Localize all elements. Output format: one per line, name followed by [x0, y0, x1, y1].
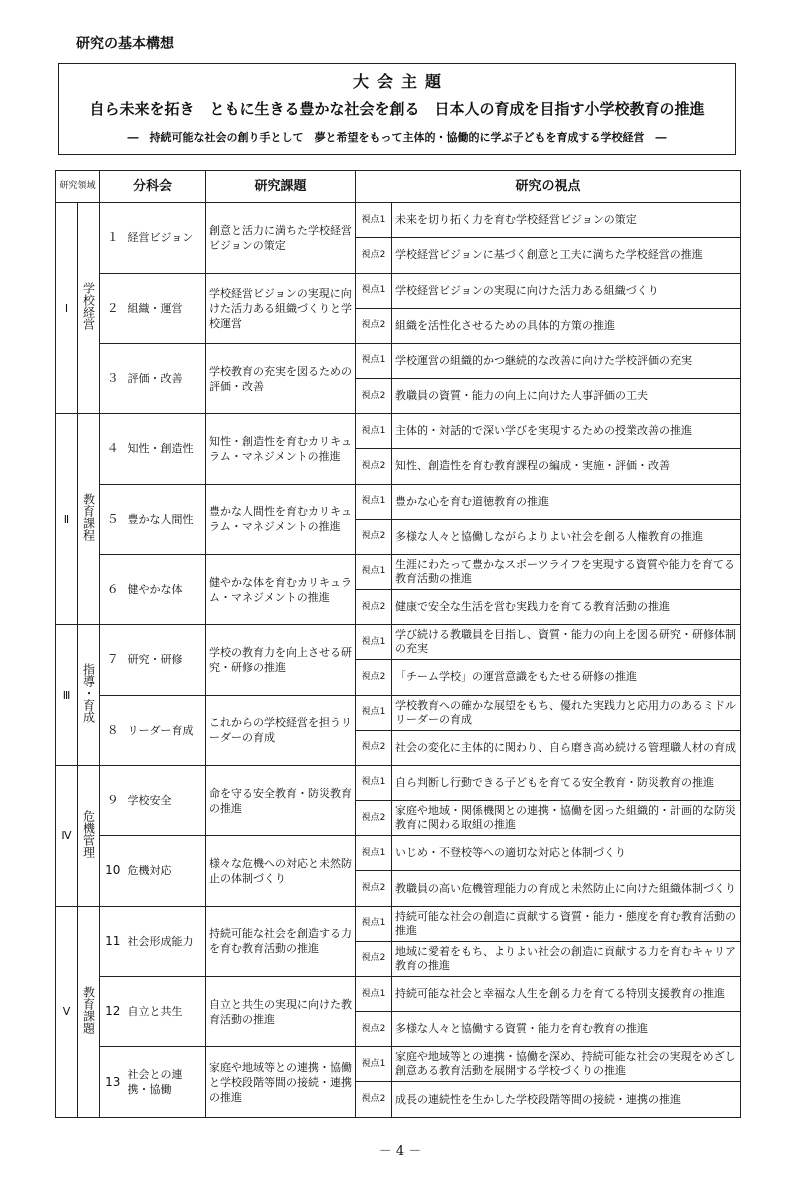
branch-number: ６ — [100, 554, 126, 624]
domain-name-text: 教育課程 — [81, 493, 96, 542]
viewpoint-text: 未来を切り拓く力を育む学校経営ビジョンの策定 — [392, 203, 741, 238]
research-task: 命を守る安全教育・防災教育の推進 — [206, 765, 356, 835]
viewpoint-label: 視点2 — [356, 379, 392, 414]
domain-name-text: 危機管理 — [81, 809, 96, 858]
table-header-row — [56, 171, 741, 203]
viewpoint-label: 視点2 — [356, 730, 392, 765]
branch-name: 豊かな人間性 — [126, 484, 206, 554]
viewpoint-label: 視点2 — [356, 449, 392, 484]
branch-name: 危機対応 — [126, 836, 206, 906]
table-row — [56, 976, 741, 1011]
viewpoint-text: 多様な人々と協働する資質・能力を育む教育の推進 — [392, 1012, 741, 1047]
branch-number: 12 — [100, 976, 126, 1046]
research-task: 豊かな人間性を育むカリキュラム・マネジメントの推進 — [206, 484, 356, 554]
viewpoint-label: 視点1 — [356, 1047, 392, 1082]
theme-subtitle: ― 持続可能な社会の創り手として 夢と希望をもって主体的・協働的に学ぶ子どもを育成する学校経営 ― — [127, 131, 667, 144]
viewpoint-text: 持続可能な社会の創造に貢献する資質・能力・態度を育む教育活動の推進 — [392, 906, 741, 941]
research-task: 家庭や地域等との連携・協働と学校段階等間の接続・連携の推進 — [206, 1047, 356, 1118]
domain-roman: Ⅱ — [56, 414, 78, 625]
table-row — [56, 906, 741, 941]
domain-roman: Ⅳ — [56, 765, 78, 906]
domain-name-text: 学校経営 — [81, 282, 96, 331]
viewpoint-label: 視点2 — [356, 660, 392, 695]
viewpoint-label: 視点2 — [356, 590, 392, 625]
viewpoint-text: 多様な人々と協働しながらよりよい社会を創る人権教育の推進 — [392, 519, 741, 554]
viewpoint-text: いじめ・不登校等への適切な対応と体制づくり — [392, 836, 741, 871]
viewpoint-label: 視点1 — [356, 765, 392, 800]
research-task: 知性・創造性を育むカリキュラム・マネジメントの推進 — [206, 414, 356, 484]
viewpoint-text: 学校経営ビジョンの実現に向けた活力ある組織づくり — [392, 273, 741, 308]
table-row — [56, 343, 741, 378]
branch-name: 学校安全 — [126, 765, 206, 835]
viewpoint-label: 視点2 — [356, 941, 392, 976]
viewpoint-label: 視点2 — [356, 1012, 392, 1047]
branch-name: 組織・運営 — [126, 273, 206, 343]
table-row — [56, 414, 741, 449]
viewpoint-text: 学校運営の組織的かつ継続的な改善に向けた学校評価の充実 — [392, 343, 741, 378]
viewpoint-label: 視点2 — [356, 238, 392, 273]
viewpoint-label: 視点1 — [356, 554, 392, 589]
viewpoint-text: 学校経営ビジョンに基づく創意と工夫に満ちた学校経営の推進 — [392, 238, 741, 273]
table-row — [56, 1047, 741, 1082]
branch-number: 13 — [100, 1047, 126, 1118]
research-task: 創意と活力に満ちた学校経営ビジョンの策定 — [206, 203, 356, 273]
research-task: 学校の教育力を向上させる研究・研修の推進 — [206, 625, 356, 695]
viewpoint-text: 学校教育への確かな展望をもち、優れた実践力と応用力のあるミドルリーダーの育成 — [392, 695, 741, 730]
viewpoint-label: 視点2 — [356, 308, 392, 343]
table-row — [56, 765, 741, 800]
header-domain: 研究領域 — [56, 171, 100, 203]
viewpoint-text: 生涯にわたって豊かなスポーツライフを実現する資質や能力を育てる教育活動の推進 — [392, 554, 741, 589]
theme-heading: 大会主題 — [352, 72, 449, 91]
viewpoint-text: 持続可能な社会と幸福な人生を創る力を育てる特別支援教育の推進 — [392, 976, 741, 1011]
viewpoint-text: 知性、創造性を育む教育課程の編成・実施・評価・改善 — [392, 449, 741, 484]
viewpoint-text: 家庭や地域等との連携・協働を深め、持続可能な社会の実現をめざし創意ある教育活動を展開する学校づくりの推進 — [392, 1047, 741, 1082]
research-task: 持続可能な社会を創造する力を育む教育活動の推進 — [206, 906, 356, 976]
viewpoint-text: 「チーム学校」の運営意識をもたせる研修の推進 — [392, 660, 741, 695]
viewpoint-label: 視点1 — [356, 906, 392, 941]
branch-name: 評価・改善 — [126, 343, 206, 413]
theme-box — [58, 63, 736, 155]
viewpoint-label: 視点1 — [356, 414, 392, 449]
branch-number: ２ — [100, 273, 126, 343]
table-row — [56, 836, 741, 871]
viewpoint-text: 教職員の高い危機管理能力の育成と未然防止に向けた組織体制づくり — [392, 871, 741, 906]
viewpoint-text: 組織を活性化させるための具体的方策の推進 — [392, 308, 741, 343]
research-task: 健やかな体を育むカリキュラム・マネジメントの推進 — [206, 554, 356, 624]
section-title: 研究の基本構想 — [76, 36, 174, 52]
domain-name-text: 指導・育成 — [81, 663, 96, 724]
viewpoint-text: 学び続ける教職員を目指し、資質・能力の向上を図る研究・研修体制の充実 — [392, 625, 741, 660]
domain-roman: Ⅴ — [56, 906, 78, 1117]
branch-number: ７ — [100, 625, 126, 695]
table-row — [56, 695, 741, 730]
branch-number: 10 — [100, 836, 126, 906]
research-task: これからの学校経営を担うリーダーの育成 — [206, 695, 356, 765]
viewpoint-label: 視点1 — [356, 976, 392, 1011]
domain-roman: Ⅲ — [56, 625, 78, 766]
table-row — [56, 203, 741, 238]
domain-roman: Ⅰ — [56, 203, 78, 414]
viewpoint-label: 視点1 — [356, 484, 392, 519]
viewpoint-text: 家庭や地域・関係機関との連携・協働を図った組織的・計画的な防災教育に関わる取組の推進 — [392, 801, 741, 836]
viewpoint-label: 視点1 — [356, 625, 392, 660]
research-task: 様々な危機への対応と未然防止の体制づくり — [206, 836, 356, 906]
domain-name — [78, 765, 100, 906]
branch-name: 健やかな体 — [126, 554, 206, 624]
research-task: 学校経営ビジョンの実現に向けた活力ある組織づくりと学校運営 — [206, 273, 356, 343]
branch-number: ８ — [100, 695, 126, 765]
branch-name: 研究・研修 — [126, 625, 206, 695]
branch-name: 経営ビジョン — [126, 203, 206, 273]
header-branch: 分科会 — [100, 171, 206, 203]
header-task: 研究課題 — [206, 171, 356, 203]
branch-name: リーダー育成 — [126, 695, 206, 765]
viewpoint-label: 視点2 — [356, 1082, 392, 1118]
branch-number: ５ — [100, 484, 126, 554]
branch-number: 11 — [100, 906, 126, 976]
domain-name — [78, 906, 100, 1117]
domain-name — [78, 414, 100, 625]
research-table — [55, 170, 741, 1118]
branch-number: ４ — [100, 414, 126, 484]
domain-name — [78, 625, 100, 766]
theme-main: 自ら未来を拓き ともに生きる豊かな社会を創る 日本人の育成を目指す小学校教育の推進 — [89, 100, 705, 118]
viewpoint-text: 豊かな心を育む道徳教育の推進 — [392, 484, 741, 519]
viewpoint-text: 健康で安全な生活を営む実践力を育てる教育活動の推進 — [392, 590, 741, 625]
branch-number: １ — [100, 203, 126, 273]
table-row — [56, 484, 741, 519]
viewpoint-text: 主体的・対話的で深い学びを実現するための授業改善の推進 — [392, 414, 741, 449]
viewpoint-text: 教職員の資質・能力の向上に向けた人事評価の工夫 — [392, 379, 741, 414]
table-row — [56, 625, 741, 660]
header-viewpoints: 研究の視点 — [356, 171, 741, 203]
viewpoint-label: 視点1 — [356, 343, 392, 378]
table-row — [56, 554, 741, 589]
branch-name: 自立と共生 — [126, 976, 206, 1046]
domain-name — [78, 203, 100, 414]
research-task: 自立と共生の実現に向けた教育活動の推進 — [206, 976, 356, 1046]
viewpoint-label: 視点1 — [356, 203, 392, 238]
branch-number: ９ — [100, 765, 126, 835]
viewpoint-text: 自ら判断し行動できる子どもを育てる安全教育・防災教育の推進 — [392, 765, 741, 800]
viewpoint-label: 視点2 — [356, 871, 392, 906]
branch-name: 知性・創造性 — [126, 414, 206, 484]
viewpoint-label: 視点1 — [356, 273, 392, 308]
viewpoint-label: 視点2 — [356, 801, 392, 836]
viewpoint-text: 地域に愛着をもち、よりよい社会の創造に貢献する力を育むキャリア教育の推進 — [392, 941, 741, 976]
domain-name-text: 教育課題 — [81, 985, 96, 1034]
viewpoint-label: 視点1 — [356, 695, 392, 730]
branch-name: 社会との連携・協働 — [126, 1047, 206, 1118]
branch-name: 社会形成能力 — [126, 906, 206, 976]
viewpoint-text: 社会の変化に主体的に関わり、自ら磨き高め続ける管理職人材の育成 — [392, 730, 741, 765]
research-task: 学校教育の充実を図るための評価・改善 — [206, 343, 356, 413]
viewpoint-label: 視点2 — [356, 519, 392, 554]
table-row — [56, 273, 741, 308]
branch-number: ３ — [100, 343, 126, 413]
viewpoint-text: 成長の連続性を生かした学校段階等間の接続・連携の推進 — [392, 1082, 741, 1118]
page-number: － 4 － — [378, 1144, 422, 1159]
viewpoint-label: 視点1 — [356, 836, 392, 871]
